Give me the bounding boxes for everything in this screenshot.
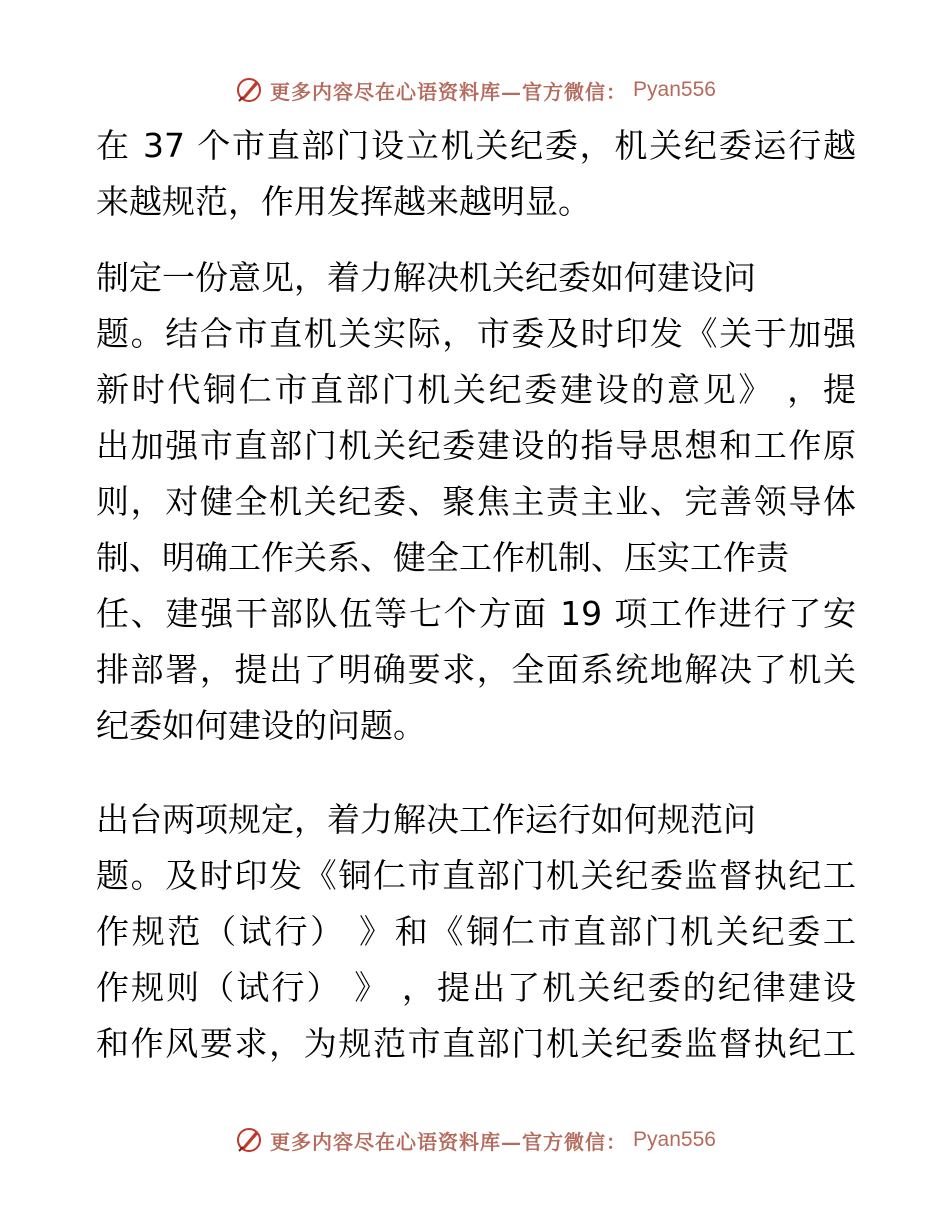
text-line: 出台两项规定，着力解决工作运行如何规范问 [96, 800, 756, 839]
quill-pen-logo-icon [234, 75, 264, 105]
paragraph-1 [96, 118, 856, 230]
text-line: 排部署，提出了明确要求，全面系统地解决了机关 [96, 650, 856, 689]
text-line: 任、建强干部队伍等七个方面 19 项工作进行了安 [96, 594, 856, 633]
text-line: 纪委如何建设的问题。 [96, 706, 426, 745]
text-line: 新时代铜仁市直部门机关纪委建设的意见》 ，提 [96, 370, 856, 409]
header-watermark [0, 70, 950, 110]
text-line: 和作风要求，为规范市直部门机关纪委监督执纪工 [96, 1024, 856, 1063]
text-line: 制定一份意见，着力解决机关纪委如何建设问 [96, 258, 756, 297]
watermark-text: 更多内容尽在心语资料库—官方微信： [270, 79, 628, 104]
text-line: 来越规范，作用发挥越来越明显。 [96, 182, 591, 221]
text-line: 出加强市直部门机关纪委建设的指导思想和工作原 [96, 426, 856, 465]
watermark-text: 更多内容尽在心语资料库—官方微信： [270, 1129, 628, 1154]
paragraph-2 [96, 250, 856, 754]
footer-watermark [0, 1120, 950, 1160]
text-line: 作规范（试行） 》和《铜仁市直部门机关纪委工 [96, 912, 856, 951]
paragraph-3 [96, 792, 856, 1072]
watermark-wechat-id: Pyan556 [633, 78, 716, 101]
text-line: 在 37 个市直部门设立机关纪委，机关纪委运行越 [96, 126, 856, 165]
quill-pen-logo-icon [234, 1125, 264, 1155]
text-line: 作规则（试行） 》 ，提出了机关纪委的纪律建设 [96, 968, 856, 1007]
text-line: 则，对健全机关纪委、聚焦主责主业、完善领导体 [96, 482, 856, 521]
watermark-wechat-id: Pyan556 [633, 1128, 716, 1151]
text-line: 制、明确工作关系、健全工作机制、压实工作责 [96, 538, 789, 577]
text-line: 题。及时印发《铜仁市直部门机关纪委监督执纪工 [96, 856, 856, 895]
text-line: 题。结合市直机关实际，市委及时印发《关于加强 [96, 314, 856, 353]
